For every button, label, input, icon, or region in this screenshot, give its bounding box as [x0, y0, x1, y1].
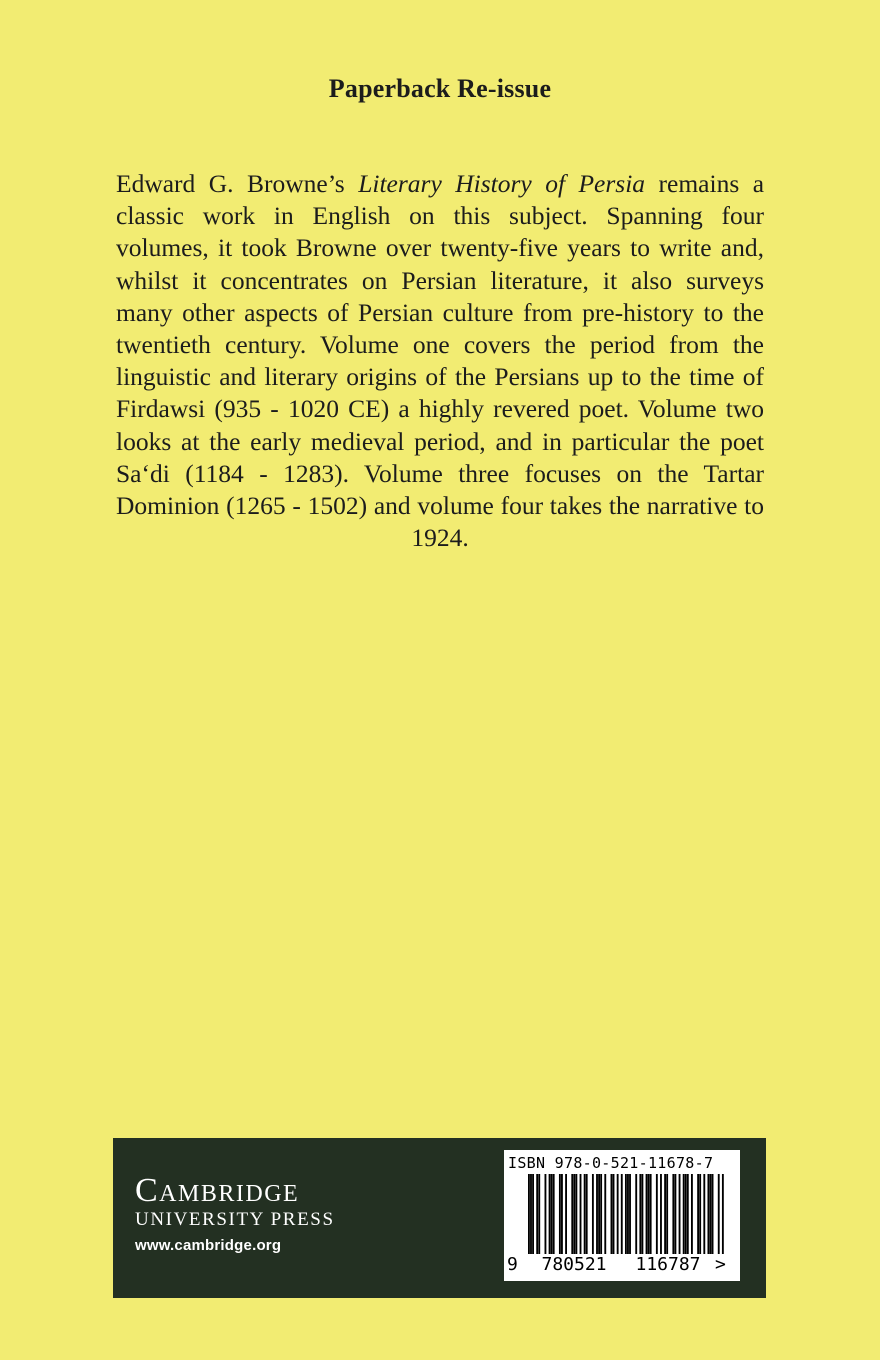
barcode-bar — [584, 1174, 586, 1256]
barcode-bar — [617, 1174, 619, 1256]
barcode-bar — [648, 1174, 650, 1256]
barcode-lead-digit: 9 — [507, 1254, 518, 1275]
barcode-bar — [687, 1174, 689, 1256]
barcode-bar — [575, 1174, 577, 1256]
barcode-bar — [697, 1174, 699, 1256]
barcode-bar — [664, 1174, 666, 1256]
barcode-bar — [538, 1174, 540, 1256]
publisher-logo — [135, 1172, 335, 1254]
barcode-bar — [646, 1174, 648, 1256]
barcode-quiet-marker: > — [715, 1254, 726, 1275]
barcode-bar — [666, 1174, 668, 1256]
barcode-bar — [536, 1174, 538, 1256]
publisher-panel — [113, 1138, 766, 1298]
barcode-bar — [679, 1174, 681, 1256]
barcode-bar — [598, 1174, 600, 1256]
barcode-bar — [559, 1174, 561, 1256]
barcode-bar — [685, 1174, 687, 1256]
barcode-bar — [699, 1174, 701, 1256]
barcode-bar — [592, 1174, 594, 1256]
blurb-author: Edward G. Browne’s — [116, 169, 345, 198]
barcode-bar — [611, 1174, 613, 1256]
barcode-bar — [565, 1174, 567, 1256]
barcode-bar — [703, 1174, 705, 1256]
barcode-bar — [580, 1174, 582, 1256]
isbn-label: ISBN 978-0-521-11678-7 — [508, 1154, 714, 1172]
publisher-url: www.cambridge.org — [135, 1237, 282, 1254]
barcode-bar — [635, 1174, 637, 1256]
barcode-bar — [561, 1174, 563, 1256]
blurb-body: remains a classic work in English on this subject. Spanning four volumes, it took Browne over twenty-five years to write and, whilst it concentrates on Persian literature, it also surveys many other aspects of Persian culture from pre-history to the twentieth century. Volume one covers the period from the linguistic and literary origins of the Persians up to the time of Firdawsi (935 - 1020 CE) a highly revered poet. Volume two looks at the early medieval period, and in particular the poet Sa‘di (1184 - 1283). Volume three focuses on the Tartar Dominion (1265 - 1502) and volume four takes the narrative to 1924. — [116, 169, 765, 553]
barcode-bar — [545, 1174, 547, 1256]
barcode-bar — [573, 1174, 575, 1256]
barcode-bar — [639, 1174, 641, 1256]
barcode-bar — [621, 1174, 623, 1256]
barcode-bar — [672, 1174, 674, 1256]
barcode-bar — [641, 1174, 643, 1256]
barcode-bar — [710, 1174, 712, 1256]
barcode-bar — [586, 1174, 588, 1256]
barcode-bar — [604, 1174, 606, 1256]
blurb-paragraph — [116, 168, 764, 554]
barcode-digits — [507, 1254, 733, 1276]
barcode-group-right: 116787 — [635, 1254, 701, 1275]
barcode-bar — [549, 1174, 551, 1256]
barcode-bar — [571, 1174, 573, 1256]
barcode-bar — [683, 1174, 685, 1256]
blurb-book-title: Literary History of Persia — [358, 169, 646, 198]
barcode-bar — [650, 1174, 652, 1256]
publisher-subtitle: UNIVERSITY PRESS — [135, 1209, 335, 1230]
barcode-group-left: 780521 — [541, 1254, 607, 1275]
barcode-bar — [551, 1174, 553, 1256]
barcode-bar — [656, 1174, 658, 1256]
publisher-name: Cambridge — [135, 1172, 300, 1209]
isbn-barcode — [504, 1150, 740, 1281]
barcode-bar — [596, 1174, 598, 1256]
barcode-bar — [691, 1174, 693, 1256]
barcode-bar — [712, 1174, 714, 1256]
cover-heading: Paperback Re-issue — [328, 74, 552, 103]
barcode-bar — [674, 1174, 676, 1256]
barcode-bar — [600, 1174, 602, 1256]
barcode-bar — [660, 1174, 662, 1256]
barcode-bar — [613, 1174, 615, 1256]
barcode-bar — [707, 1174, 709, 1256]
blurb-text — [116, 168, 764, 554]
barcode-bar — [553, 1174, 555, 1256]
